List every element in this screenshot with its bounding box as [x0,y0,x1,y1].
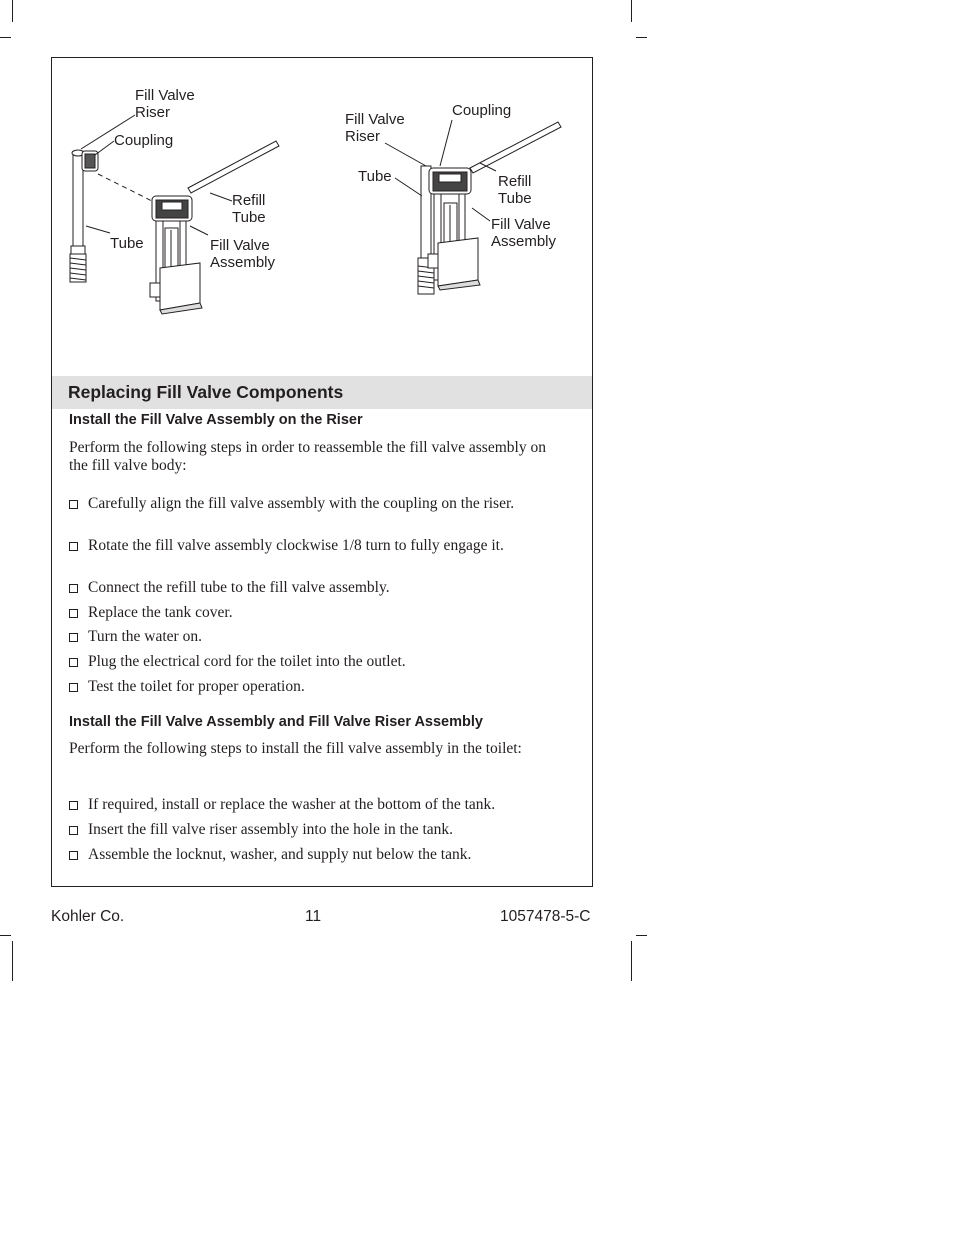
part1-heading: Install the Fill Valve Assembly on the Riser [69,412,363,428]
footer-company: Kohler Co. [51,908,125,925]
list-item [69,579,557,596]
checkbox-square-icon [69,584,78,593]
left-coupling-label: Coupling [114,132,174,149]
crop-mark [0,37,11,38]
checkbox-square-icon [69,801,78,810]
step-text: Turn the water on. [88,628,202,645]
part2-heading: Install the Fill Valve Assembly and Fill Valve Riser Assembly [69,714,483,730]
left-refill-tube [188,141,279,193]
step-text: Plug the electrical cord for the toilet into the outlet. [88,653,406,670]
right-riser-label: Fill Valve Riser [345,111,405,145]
checkbox-square-icon [69,609,78,618]
list-item [69,628,557,645]
left-riser-label: Fill Valve Riser [135,87,195,121]
crop-mark [631,0,632,22]
checkbox-square-icon [69,633,78,642]
left-riser [70,150,98,282]
content-frame [51,57,593,887]
right-tube-label: Tube [358,168,392,185]
left-fill-valve-assembly [150,196,202,314]
crop-mark [636,935,647,936]
crop-mark [636,37,647,38]
checkbox-square-icon [69,500,78,509]
checkbox-square-icon [69,683,78,692]
crop-mark [0,935,11,936]
fill-valve-illustration [52,58,592,358]
checkbox-square-icon [69,658,78,667]
crop-mark [12,0,13,22]
left-refill-tube-label: Refill Tube [232,192,266,226]
step-text: Insert the fill valve riser assembly into the hole in the tank. [88,821,454,838]
checkbox-square-icon [69,542,78,551]
right-coupling-label: Coupling [452,102,512,119]
footer-page-number: 11 [305,908,322,925]
footer-doc-number: 1057478-5-C [500,908,591,925]
step-text: Rotate the fill valve assembly clockwise 1/8 turn to fully engage it. [88,537,504,554]
left-tube-label: Tube [110,235,144,252]
checkbox-square-icon [69,826,78,835]
step-text: Test the toilet for proper operation. [88,678,305,695]
list-item [69,821,557,838]
crop-mark [12,941,13,981]
right-fill-valve-assembly [428,168,480,290]
list-item [69,537,557,554]
part1-intro: Perform the following steps in order to reassemble the fill valve assembly on the fill valve body: [69,439,546,474]
section-title: Replacing Fill Valve Components [68,382,344,402]
step-text: Connect the refill tube to the fill valve assembly. [88,579,390,596]
step-text: Carefully align the fill valve assembly with the coupling on the riser. [88,495,515,512]
crop-mark [631,941,632,981]
list-item [69,604,557,621]
step-text: Replace the tank cover. [88,604,233,621]
part2-intro: Perform the following steps to install the fill valve assembly in the toilet: [69,740,522,757]
list-item [69,495,557,512]
step-text: If required, install or replace the washer at the bottom of the tank. [88,796,496,813]
list-item [69,678,557,695]
checkbox-square-icon [69,851,78,860]
right-refill-tube-label: Refill Tube [498,173,532,207]
list-item [69,653,557,670]
step-text: Assemble the locknut, washer, and supply nut below the tank. [88,846,472,863]
left-assembly-label: Fill Valve Assembly [210,237,276,271]
list-item [69,846,557,863]
list-item [69,796,557,813]
section-header-bar [52,376,592,409]
right-assembly-label: Fill Valve Assembly [491,216,557,250]
